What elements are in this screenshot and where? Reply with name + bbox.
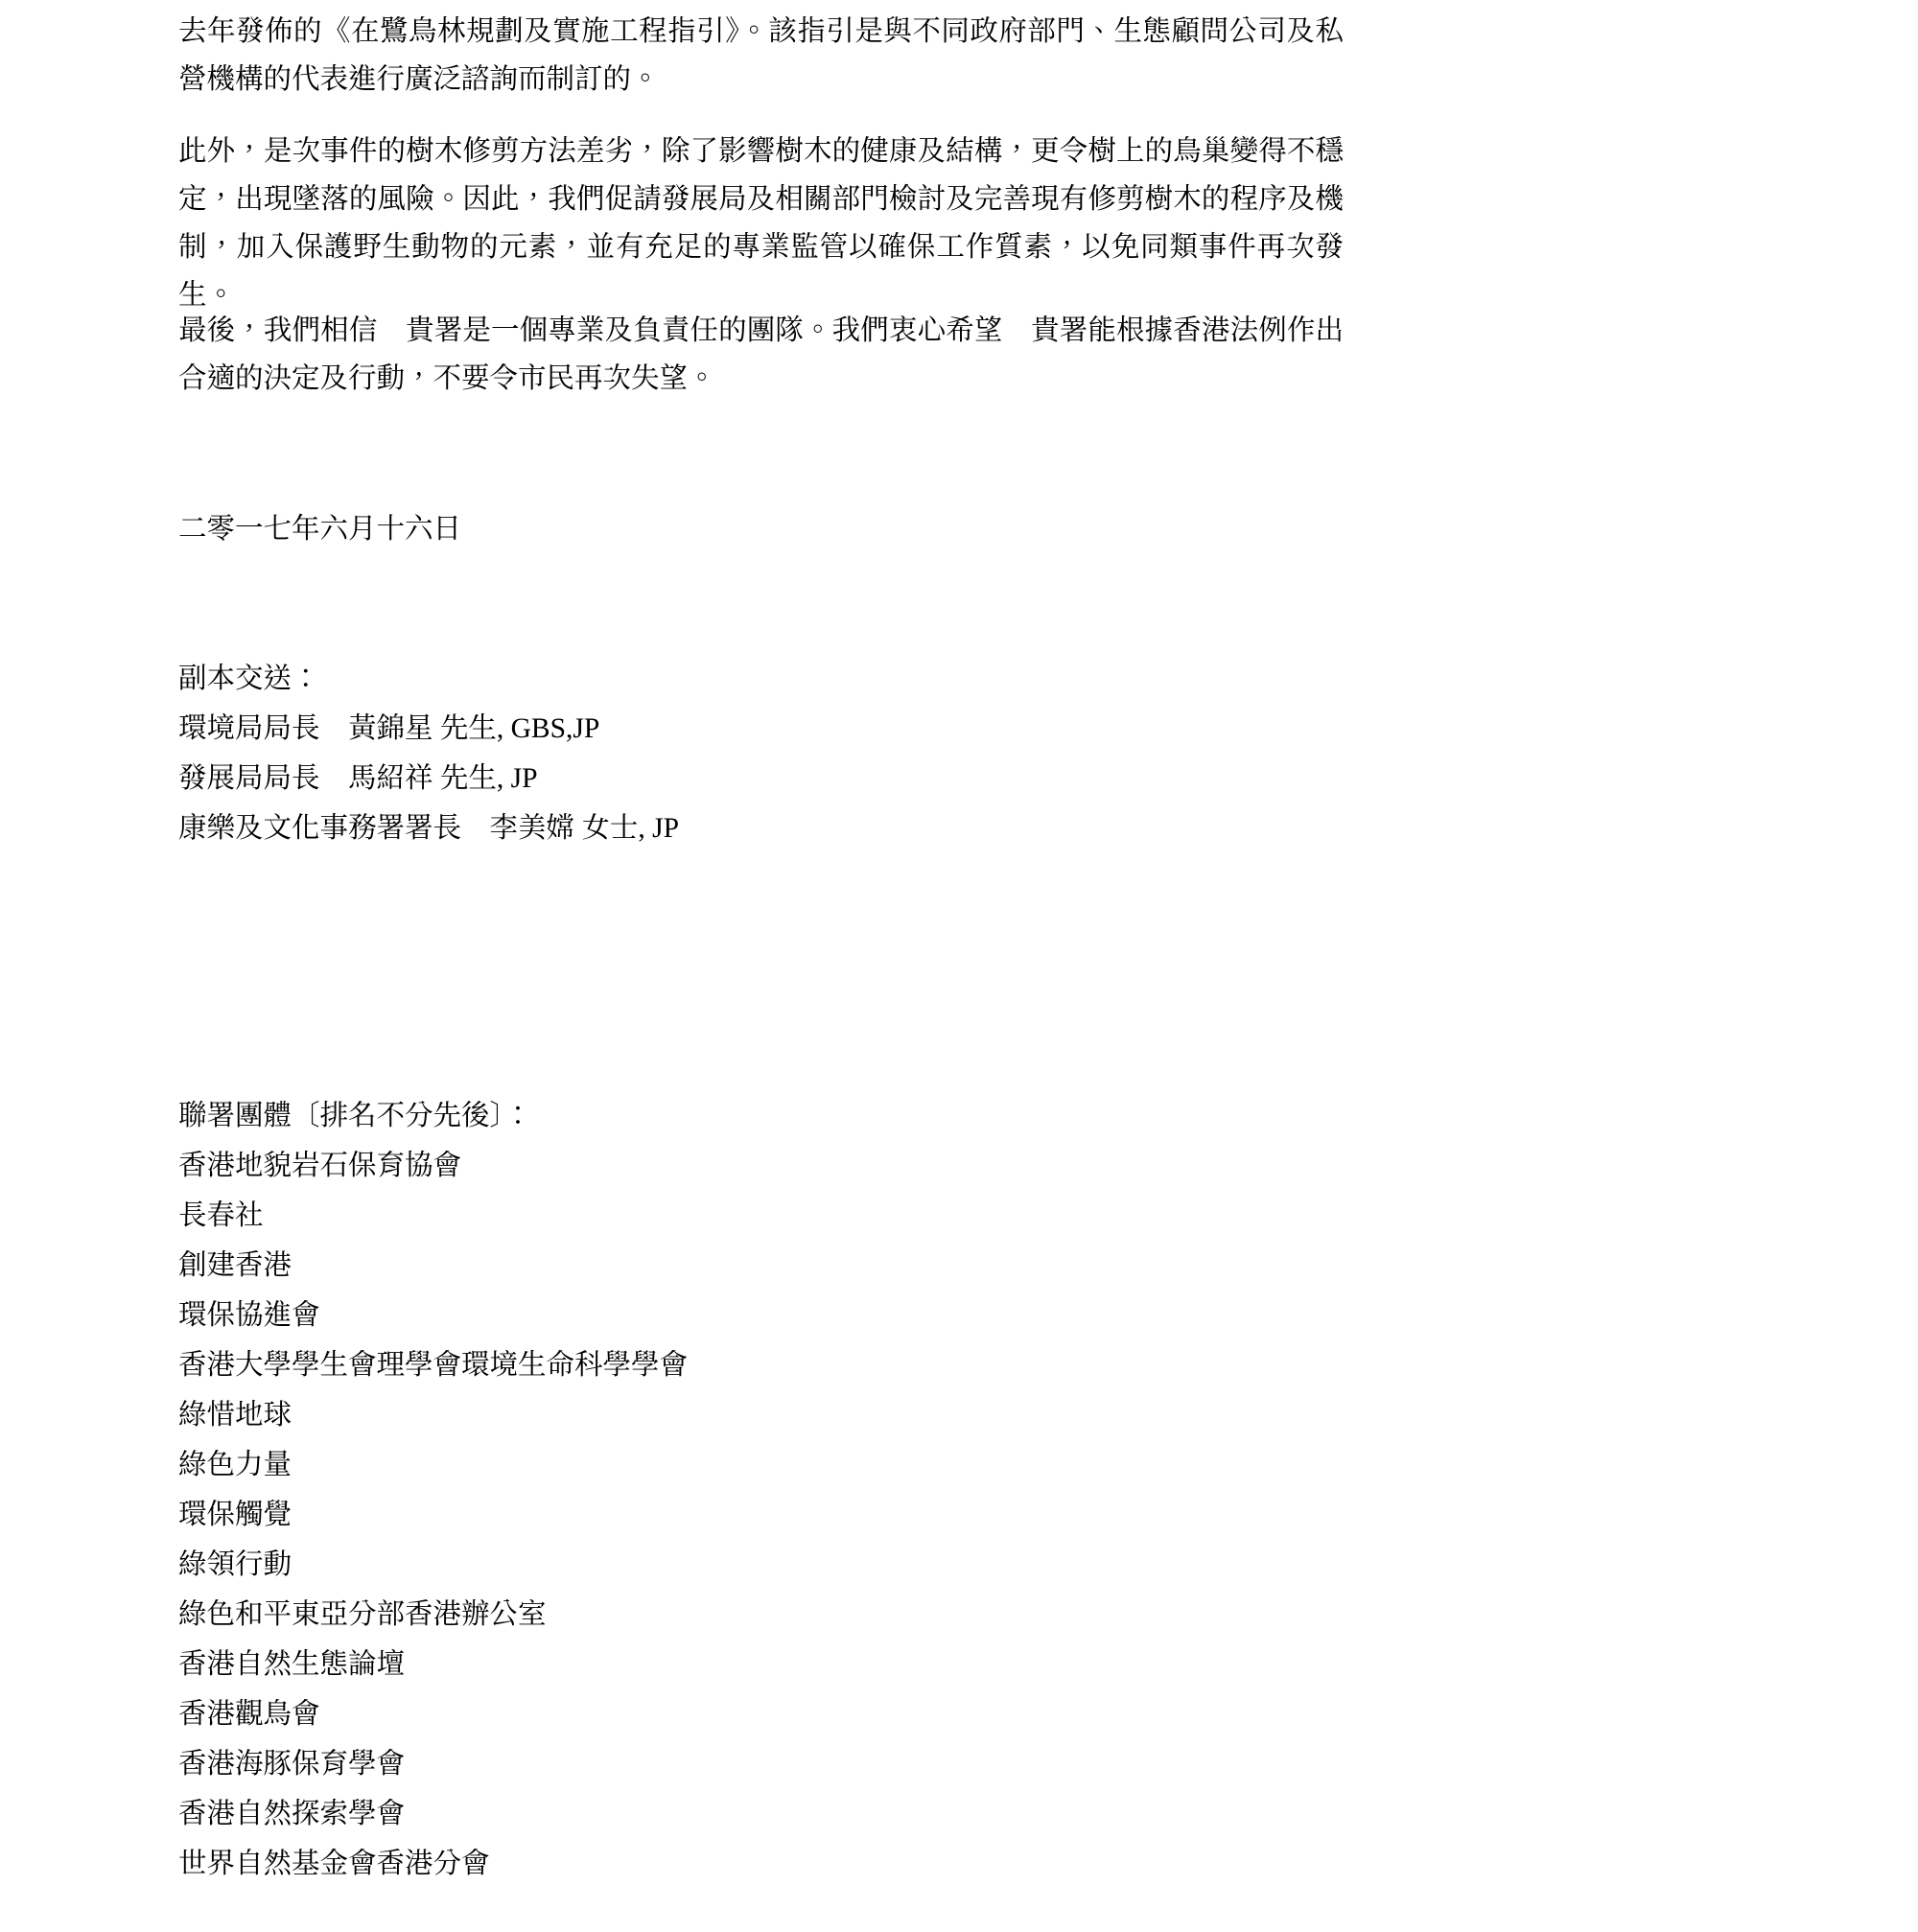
paragraph-closing-appeal: 最後，我們相信 貴署是一個專業及負責任的團隊。我們衷心希望 貴署能根據香港法例作出合適的決定及行動，不要令市民再次失望。 [178,315,1344,394]
letter-date: 二零一七年六月十六日 [178,514,462,545]
cc-section [178,654,1344,853]
signatories-heading: 聯署團體〔排名不分先後〕： [178,1101,532,1131]
cc-recipient-development-secretary: 發展局局長 馬紹祥 先生, JP [178,763,538,794]
signatory-organization: 綠色力量 [178,1450,292,1480]
signatory-organization: 香港大學學生會理學會環境生命科學學會 [178,1350,689,1381]
signatories-section [178,1091,1344,1889]
signatory-organization: 綠領行動 [178,1549,292,1580]
signatory-organization: 香港自然探索學會 [178,1799,406,1829]
paragraph-guidelines: 去年發佈的《在鷺鳥林規劃及實施工程指引》。該指引是與不同政府部門、生態顧問公司及私營機構的代表進行廣泛諮詢而制訂的。 [178,16,1344,95]
cc-heading: 副本交送： [178,663,320,694]
cc-recipient-environment-secretary: 環境局局長 黃錦星 先生, GBS,JP [178,713,600,744]
signatory-organization: 環保協進會 [178,1300,320,1331]
signatory-organization: 環保觸覺 [178,1500,292,1530]
signatory-organization: 世界自然基金會香港分會 [178,1849,490,1879]
signatory-organization: 香港海豚保育學會 [178,1749,406,1780]
cc-recipient-lcsd-director: 康樂及文化事務署署長 李美嫦 女士, JP [178,813,680,844]
signatory-organization: 綠惜地球 [178,1400,292,1431]
signatory-organization: 香港地貌岩石保育協會 [178,1151,462,1181]
signatory-organization: 綠色和平東亞分部香港辦公室 [178,1599,547,1630]
signatory-organization: 創建香港 [178,1250,292,1281]
signatory-organization: 長春社 [178,1200,264,1231]
paragraph-tree-pruning-concerns: 此外，是次事件的樹木修剪方法差劣，除了影響樹木的健康及結構，更令樹上的鳥巢變得不穩定，出現墜落的風險。因此，我們促請發展局及相關部門檢討及完善現有修剪樹木的程序及機制，加入保護野生動物的元素，並有充足的專業監管以確保工作質素，以免同類事件再次發生。 [178,136,1344,311]
signatory-organization: 香港觀鳥會 [178,1699,320,1730]
signatory-organization: 香港自然生態論壇 [178,1649,406,1680]
